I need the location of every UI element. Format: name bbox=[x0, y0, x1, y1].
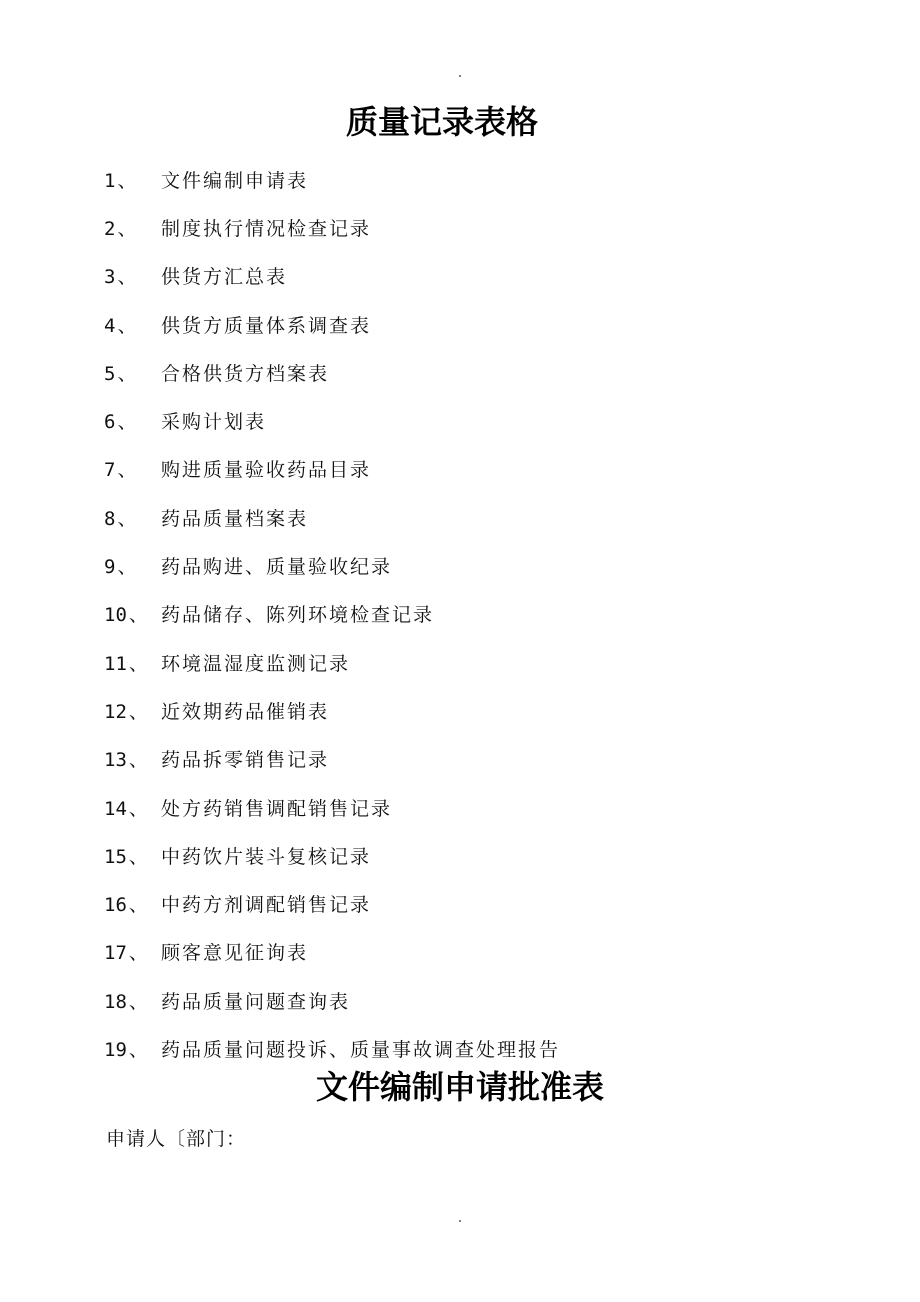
list-item bbox=[104, 638, 560, 686]
list-item bbox=[104, 155, 560, 203]
list-item bbox=[104, 300, 560, 348]
list-item bbox=[104, 590, 560, 638]
list-item-label: 购进质量验收药品目录 bbox=[161, 459, 372, 482]
list-item-number: 12 、 bbox=[104, 700, 148, 723]
list-item-number: 17 、 bbox=[104, 942, 148, 965]
list-item-number: 19 、 bbox=[104, 1038, 148, 1061]
list-item-number: 6 、 bbox=[104, 411, 137, 434]
list-item-number: 10 、 bbox=[104, 604, 148, 627]
list-item bbox=[104, 445, 560, 493]
list-item bbox=[104, 1024, 560, 1072]
record-form-list bbox=[104, 155, 560, 1073]
list-item bbox=[104, 686, 560, 734]
list-item-number: 13 、 bbox=[104, 749, 148, 772]
list-item-number: 7 、 bbox=[104, 459, 137, 482]
list-item-number: 18 、 bbox=[104, 990, 148, 1013]
page-marker-top bbox=[459, 75, 461, 77]
list-item-label: 药品质量档案表 bbox=[161, 507, 309, 530]
list-item-number: 1 、 bbox=[104, 169, 137, 192]
form-title: 文件编制申请批准表 bbox=[315, 1068, 604, 1106]
list-item-number: 2 、 bbox=[104, 217, 137, 240]
list-item-number: 4 、 bbox=[104, 314, 137, 337]
list-item bbox=[104, 493, 560, 541]
list-item-label: 合格供货方档案表 bbox=[161, 362, 330, 385]
list-item-label: 环境温湿度监测记录 bbox=[161, 652, 351, 675]
list-item bbox=[104, 976, 560, 1024]
document-title: 质量记录表格 bbox=[345, 103, 538, 141]
list-item-label: 供货方汇总表 bbox=[161, 266, 288, 289]
list-item-number: 15 、 bbox=[104, 845, 148, 868]
list-item bbox=[104, 783, 560, 831]
list-item-number: 8 、 bbox=[104, 507, 137, 530]
list-item-number: 11 、 bbox=[104, 652, 148, 675]
list-item-number: 3 、 bbox=[104, 266, 137, 289]
list-item-number: 9 、 bbox=[104, 556, 137, 579]
list-item-label: 供货方质量体系调查表 bbox=[161, 314, 372, 337]
list-item-label: 处方药销售调配销售记录 bbox=[161, 797, 393, 820]
list-item-label: 中药饮片装斗复核记录 bbox=[161, 845, 372, 868]
list-item bbox=[104, 735, 560, 783]
list-item bbox=[104, 252, 560, 300]
list-item-label: 药品质量问题投诉、质量事故调查处理报告 bbox=[161, 1038, 561, 1061]
list-item-label: 近效期药品催销表 bbox=[161, 700, 330, 723]
list-item-number: 14 、 bbox=[104, 797, 148, 820]
page-marker-bottom bbox=[459, 1220, 461, 1222]
list-item bbox=[104, 203, 560, 251]
applicant-department-label: 申请人〔部门： bbox=[106, 1128, 247, 1150]
list-item bbox=[104, 928, 560, 976]
list-item bbox=[104, 879, 560, 927]
list-item-label: 中药方剂调配销售记录 bbox=[161, 894, 372, 917]
list-item-label: 顾客意见征询表 bbox=[161, 942, 309, 965]
list-item bbox=[104, 348, 560, 396]
list-item-label: 药品拆零销售记录 bbox=[161, 749, 330, 772]
list-item-label: 药品质量问题查询表 bbox=[161, 990, 351, 1013]
list-item-number: 16 、 bbox=[104, 894, 148, 917]
list-item-label: 采购计划表 bbox=[161, 411, 267, 434]
list-item-label: 药品购进、质量验收纪录 bbox=[161, 556, 393, 579]
list-item bbox=[104, 541, 560, 589]
list-item-label: 药品储存、陈列环境检查记录 bbox=[161, 604, 435, 627]
list-item-label: 文件编制申请表 bbox=[161, 169, 309, 192]
list-item-label: 制度执行情况检查记录 bbox=[161, 217, 372, 240]
list-item bbox=[104, 396, 560, 444]
list-item-number: 5 、 bbox=[104, 362, 137, 385]
list-item bbox=[104, 831, 560, 879]
